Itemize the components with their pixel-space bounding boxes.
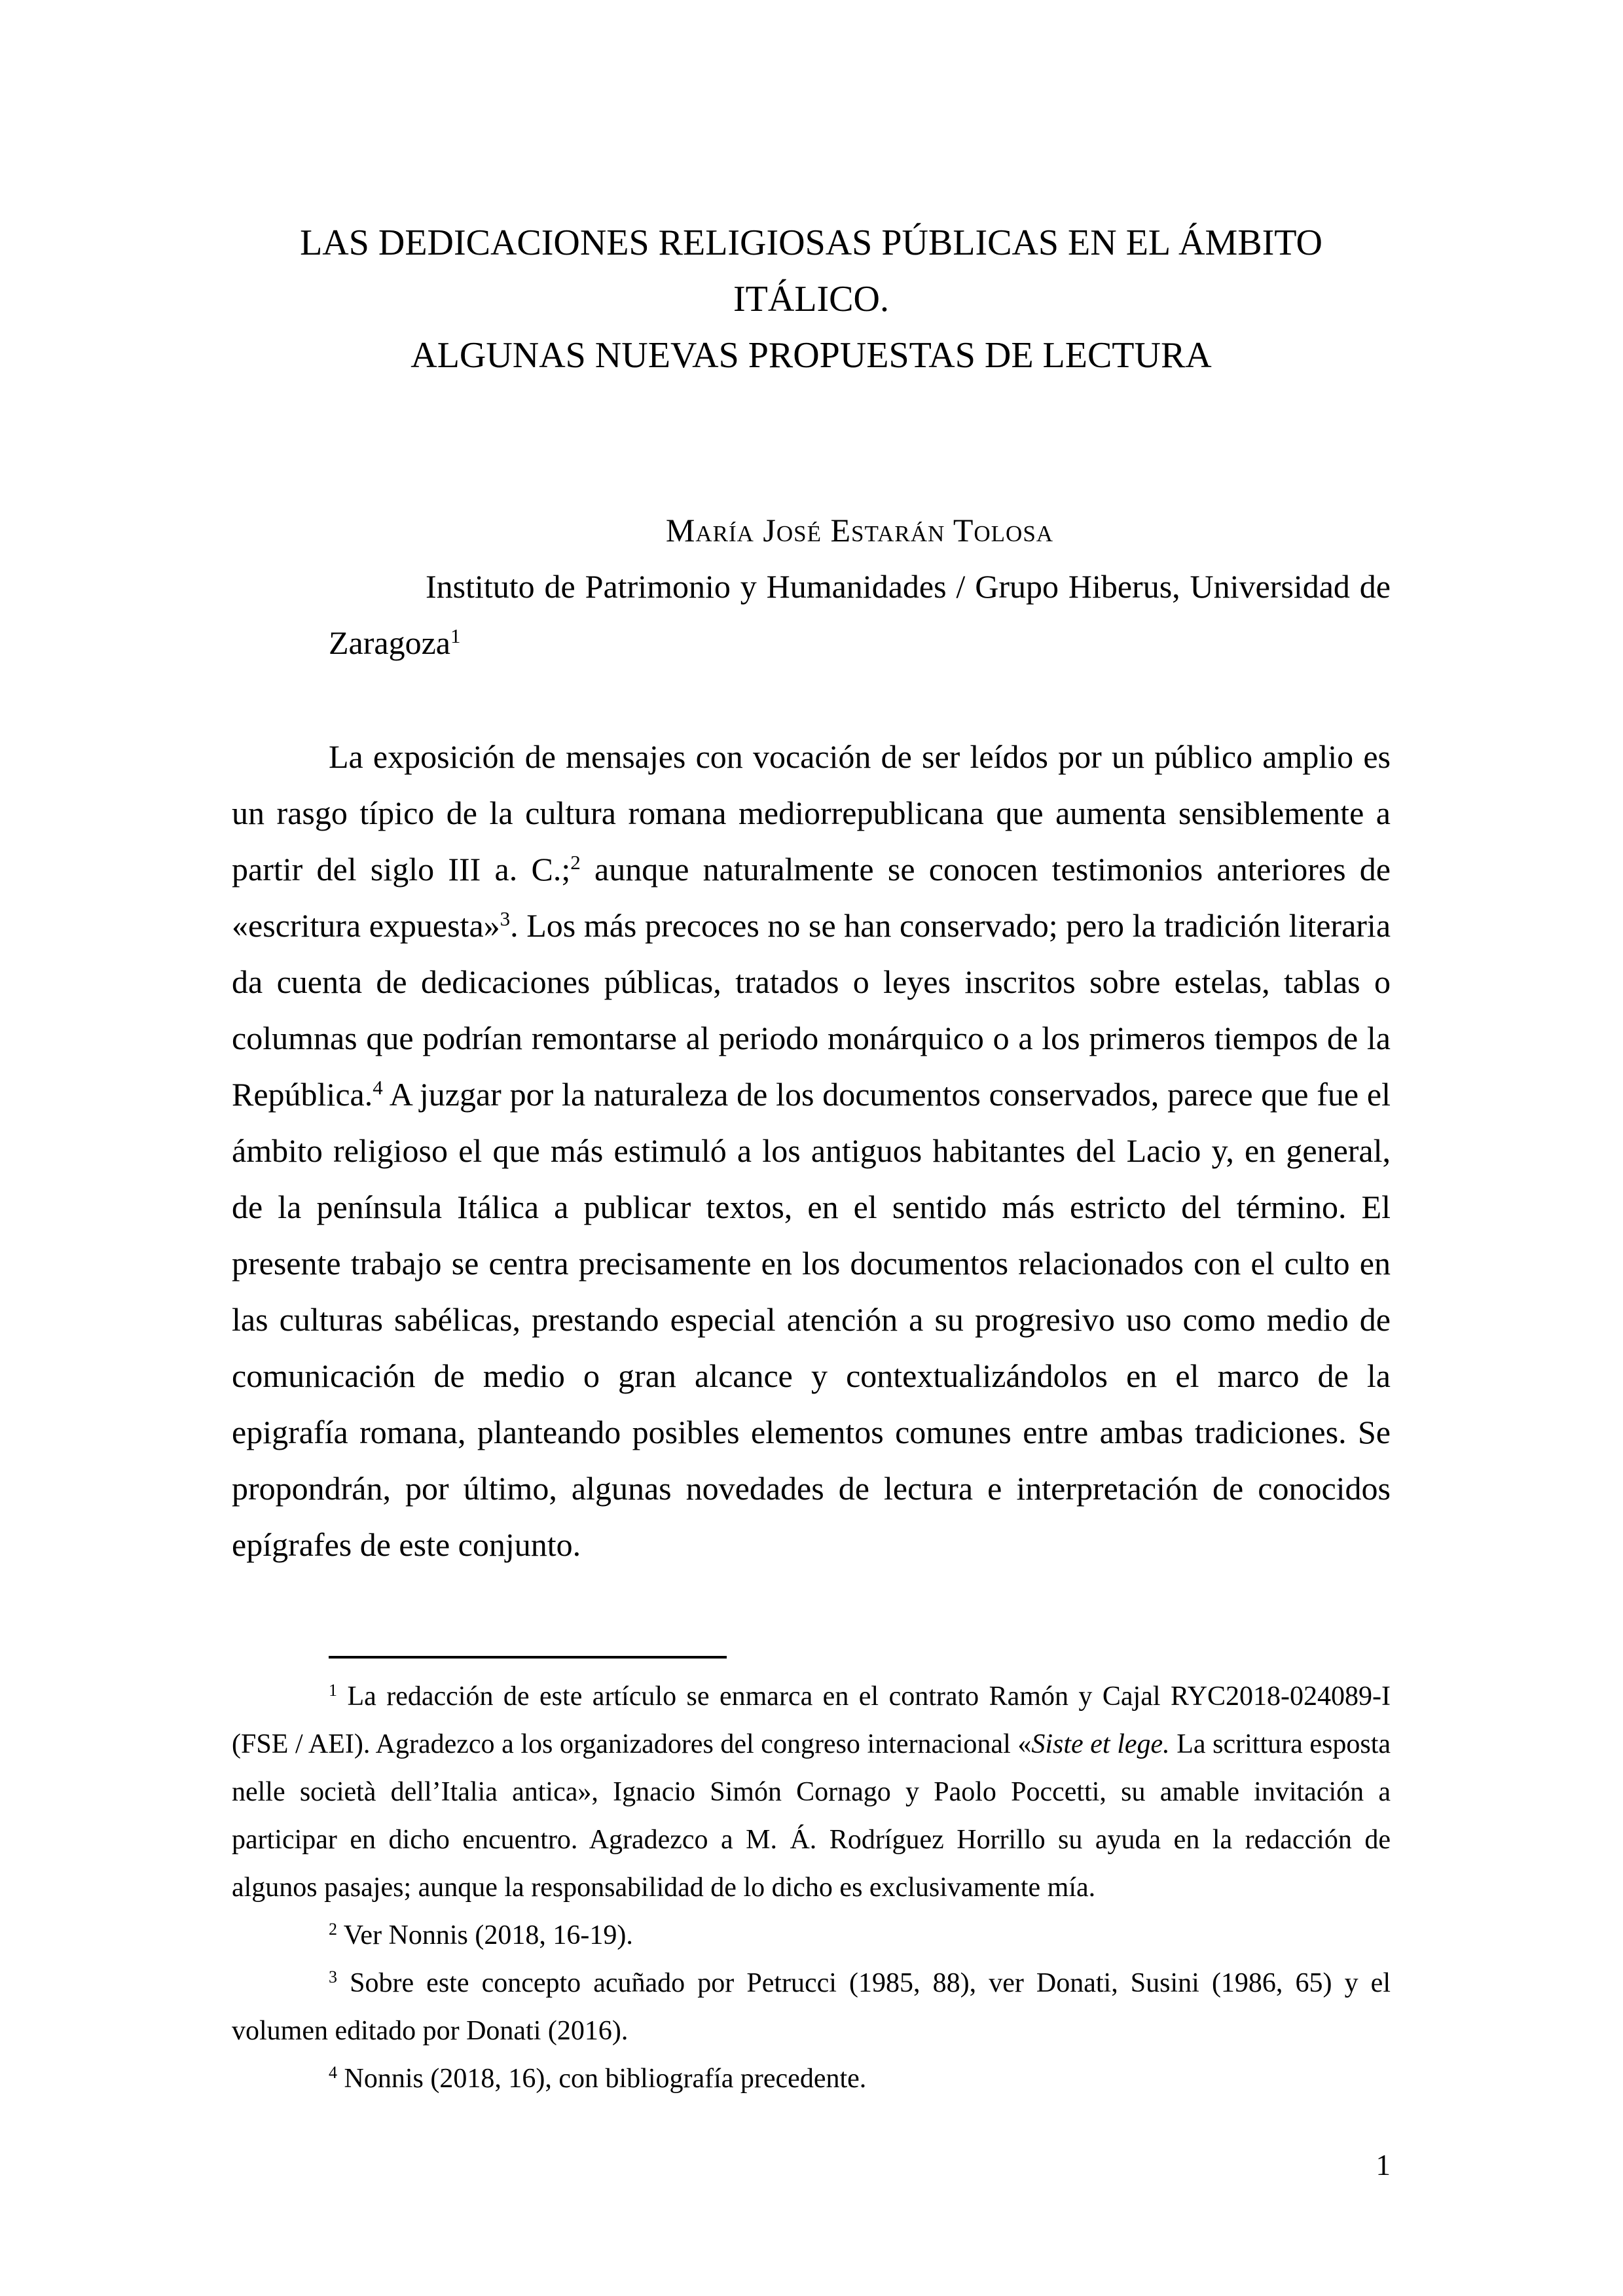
footnote-4: $^4$ Nonnis (2018, 16), con bibliografía precedente. — [329, 2062, 867, 2094]
text-block — [232, 0, 1391, 1573]
author-affiliation: Instituto de Patrimonio y Humanidades / Grupo Hiberus, Universidad de Zaragoza$^1$ — [329, 568, 1391, 661]
footnote-reference: 2 — [570, 850, 581, 874]
footnote-reference: 4 — [373, 1075, 383, 1099]
italic-text: Siste et lege. — [1031, 1729, 1170, 1759]
document-title — [232, 215, 1391, 384]
footnote-reference: 3 — [329, 1967, 338, 1986]
footnote-2: $^2$ Ver Nonnis (2018, 16-19). — [329, 1919, 633, 1950]
footnote-separator — [329, 1656, 727, 1659]
footnotes-section — [232, 1656, 1391, 2103]
title-line-1: LAS DEDICACIONES RELIGIOSAS PÚBLICAS EN EL ÁMBITO ITÁLICO. — [300, 223, 1322, 319]
footnote-reference: 1 — [329, 1680, 338, 1700]
footnote-reference: 1 — [450, 624, 461, 647]
footnote-3: $^3$ Sobre este concepto acuñado por Petrucci (1985, 88), ver Donati, Susini (1986, 65) y el volumen editado por Donati (2016). — [232, 1967, 1391, 2046]
footnote-reference: 3 — [500, 906, 511, 930]
page-number: 1 — [1376, 2149, 1391, 2181]
abstract-paragraph: La exposición de mensajes con vocación de ser leídos por un público amplio es un rasgo típico de la cultura romana mediorrepublicana que aumenta sensiblemente a partir del siglo III a. C.;$^2$ aunque naturalmente se conocen testimonios anteriores de «escritura expuesta»$^3$. Los más precoces no se han conservado; pero la tradición literaria da cuenta de dedicaciones públicas, tratados o leyes inscritos sobre estelas, tablas o columnas que podrían remontarse al periodo monárquico o a los primeros tiempos de la República.$^4$ A juzgar por la naturaleza de los documentos conservados, parece que fue el ámbito religioso el que más estimuló a los antiguos habitantes del Lacio y, en general, de la península Itálica a publicar textos, en el sentido más estricto del término. El presente trabajo se centra precisamente en los documentos relacionados con el culto en las culturas sabélicas, prestando especial atención a su progresivo uso como medio de comunicación de medio o gran alcance y contextualizándolos en el marco de la epigrafía romana, planteando posibles elementos comunes entre ambas tradiciones. Se propondrán, por último, algunas novedades de lectura e interpretación de conocidos epígrafes de este conjunto. — [232, 738, 1391, 1563]
footnote-reference: 4 — [329, 2062, 338, 2082]
title-line-2: ALGUNAS NUEVAS PROPUESTAS DE LECTURA — [410, 335, 1212, 376]
footnote-1: $^1$ La redacción de este artículo se enmarca en el contrato Ramón y Cajal RYC2018-024089-I (FSE / AEI). Agradezco a los organizadores del congreso internacional «Siste et lege. La scrittura esposta nelle società dell’Italia antica», Ignacio Simón Cornago y Paolo Poccetti, su amable invitación a participar en dicho encuentro. Agradezco a M. Á. Rodríguez Horrillo su ayuda en la redacción de algunos pasajes; aunque la responsabilidad de lo dicho es exclusivamente mía. — [232, 1680, 1391, 1903]
footnote-reference: 2 — [329, 1919, 338, 1939]
author-name: María José Estarán Tolosa — [665, 512, 1054, 548]
